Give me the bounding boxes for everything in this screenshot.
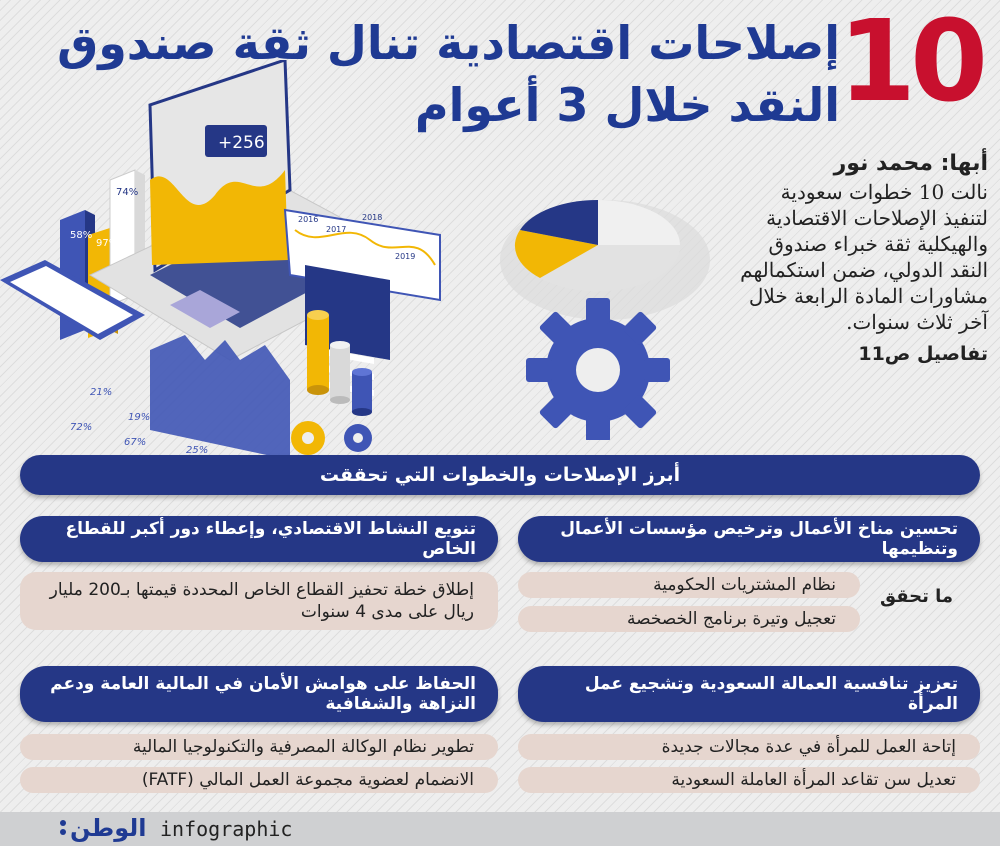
year-2018: 2018 bbox=[362, 213, 383, 222]
card-title-business-climate bbox=[518, 516, 980, 562]
logo-mark-icon bbox=[58, 818, 68, 838]
list-item bbox=[20, 767, 498, 793]
area-chart-graphic bbox=[150, 335, 290, 455]
percent-label-5: 25% bbox=[186, 445, 209, 455]
percent-label-2: 19% bbox=[128, 412, 151, 423]
card-title-labor-competitiveness bbox=[518, 666, 980, 722]
analytics-illustration bbox=[0, 60, 470, 455]
percent-label-1: 21% bbox=[90, 387, 113, 398]
pie-and-gear-illustration bbox=[480, 160, 730, 440]
year-2017: 2017 bbox=[326, 225, 347, 234]
headline-line-1: إصلاحات اقتصادية تنال ثقة صندوق bbox=[57, 16, 840, 70]
list-item-text: تعجيل وتيرة برنامج الخصخصة bbox=[626, 609, 836, 629]
list-item bbox=[518, 767, 980, 793]
card-title-text: الحفاظ على هوامش الأمان في المالية العامة ودعم النزاهة والشفافية bbox=[50, 673, 476, 714]
bar-label-3: 74% bbox=[116, 187, 139, 198]
bar-label-2: 97% bbox=[96, 238, 119, 249]
achieved-label: ما تحقق bbox=[880, 586, 954, 607]
bar-label-1: 58% bbox=[70, 230, 93, 241]
main-banner-text: أبرز الإصلاحات والخطوات التي تحققت bbox=[319, 464, 681, 486]
card-title-diversification bbox=[20, 516, 498, 562]
list-item bbox=[20, 734, 498, 760]
year-2019: 2019 bbox=[395, 252, 416, 261]
list-item-text: نظام المشتريات الحكومية bbox=[653, 575, 836, 595]
list-item bbox=[518, 734, 980, 760]
card-title-text: تحسين مناخ الأعمال وترخيص مؤسسات الأعمال وتنظيمها bbox=[560, 518, 958, 559]
list-item bbox=[518, 572, 860, 598]
gear-icon bbox=[526, 298, 670, 440]
percent-label-3: 72% bbox=[70, 422, 93, 433]
list-item-text: تعديل سن تقاعد المرأة العاملة السعودية bbox=[671, 770, 956, 790]
details-reference: تفاصيل ص11 bbox=[858, 342, 988, 365]
headline-number: 10 bbox=[838, 0, 982, 127]
percent-label-4: 67% bbox=[124, 437, 147, 448]
list-item-text: الانضمام لعضوية مجموعة العمل المالي (FATF) bbox=[141, 770, 474, 790]
author-byline: أبها: محمد نور bbox=[833, 151, 988, 176]
intro-article bbox=[736, 150, 988, 365]
intro-paragraph: نالت 10 خطوات سعودية لتنفيذ الإصلاحات الاقتصادية والهيكلية ثقة خبراء صندوق النقد الدولي، ضمن استكمالهم مشاورات المادة الرابعة خلال آخر ثلاث سنوات. bbox=[740, 179, 988, 334]
value-tag bbox=[205, 125, 267, 157]
newspaper-logo: الوطن bbox=[70, 814, 147, 842]
card-title-text: تعزيز تنافسية العمالة السعودية وتشجيع عمل المرأة bbox=[584, 673, 958, 714]
card-title-fiscal-safety bbox=[20, 666, 498, 722]
list-item-text: إتاحة العمل للمرأة في عدة مجالات جديدة bbox=[661, 737, 956, 757]
list-item-text: إطلاق خطة تحفيز القطاع الخاص المحددة قيمتها بـ200 مليار ريال على مدى 4 سنوات bbox=[49, 579, 474, 622]
small-gear-yellow-icon bbox=[291, 421, 325, 455]
footer-bar bbox=[0, 812, 1000, 846]
main-section-banner bbox=[20, 455, 980, 495]
small-gear-blue-icon bbox=[344, 424, 372, 452]
list-item-text: تطوير نظام الوكالة المصرفية والتكنولوجيا المالية bbox=[132, 737, 474, 757]
year-2016: 2016 bbox=[298, 215, 319, 224]
infographic-label: infographic bbox=[160, 817, 293, 841]
pie-chart-icon bbox=[515, 200, 680, 291]
list-item bbox=[518, 606, 860, 632]
list-item bbox=[20, 572, 498, 630]
card-title-text: تنويع النشاط الاقتصادي، وإعطاء دور أكبر للقطاع الخاص bbox=[65, 518, 476, 559]
headline-line-2: النقد خلال 3 أعوام bbox=[414, 78, 840, 132]
screen-value: +256 bbox=[218, 133, 265, 153]
